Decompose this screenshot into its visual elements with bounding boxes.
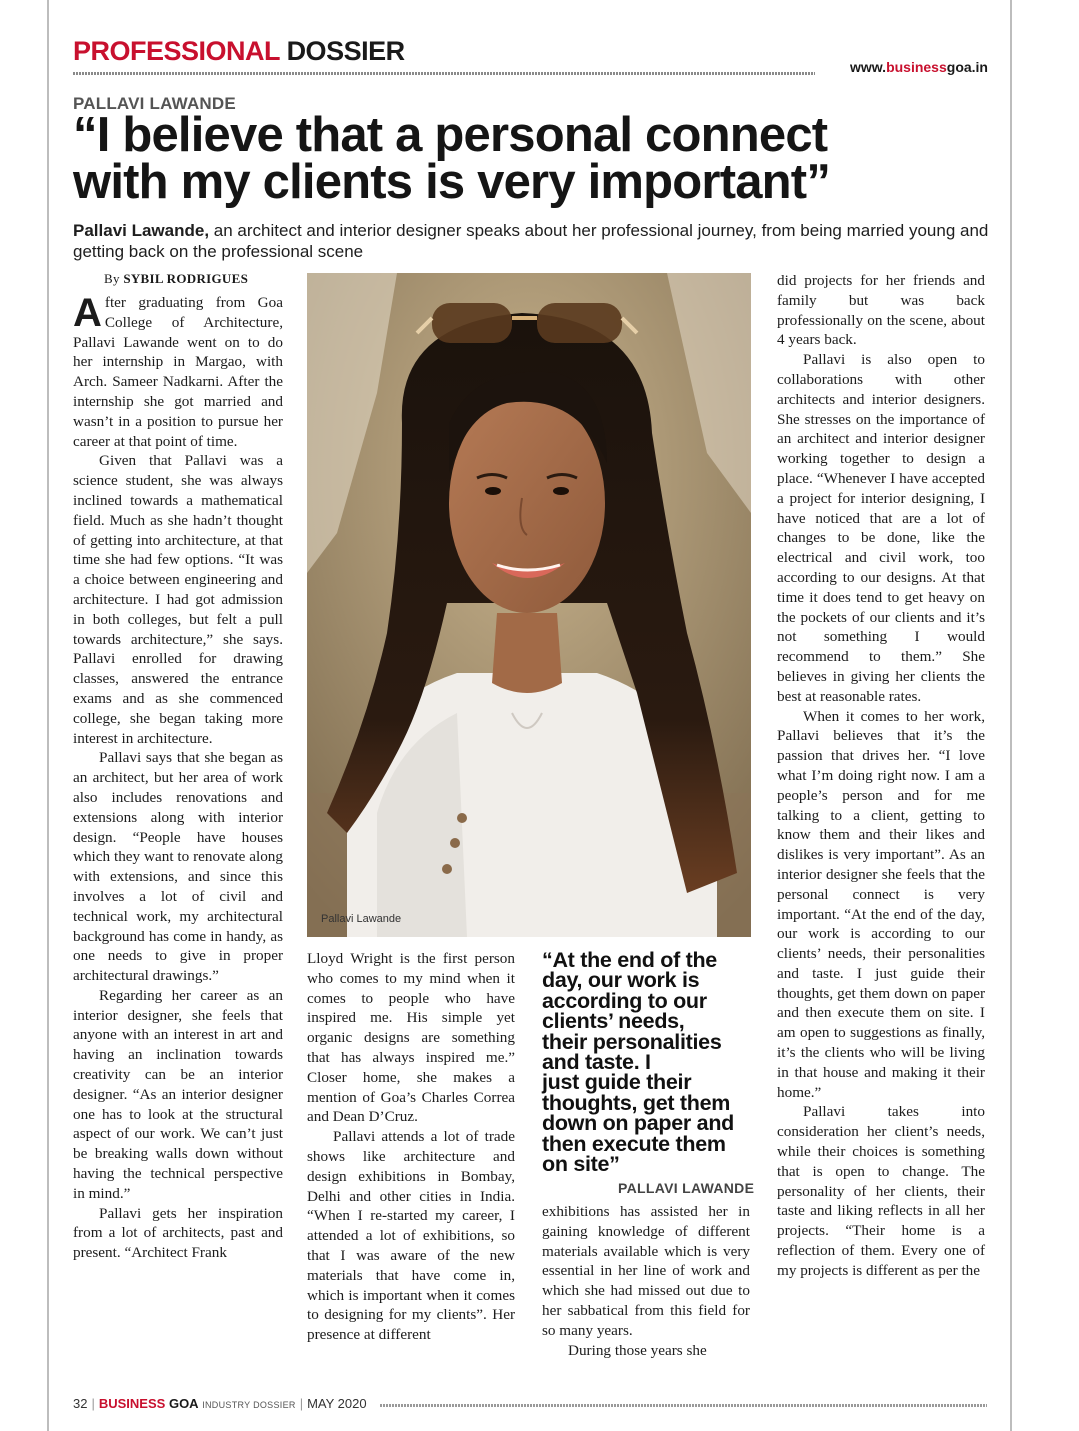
pull-quote-line: “At the end of the (542, 948, 717, 972)
pull-quote-line: just guide their (542, 1070, 692, 1095)
footer-separator: | (299, 1396, 304, 1411)
site-url[interactable] (850, 59, 988, 75)
page-footer (73, 1396, 367, 1411)
url-suffix: goa.in (946, 59, 988, 75)
byline-author: SYBIL RODRIGUES (123, 271, 249, 286)
pull-quote-line: down on paper and (542, 1111, 734, 1136)
standfirst-name: Pallavi Lawande, (73, 221, 210, 240)
footer-separator: | (91, 1396, 95, 1411)
paragraph: Pallavi takes into consideration her client’s needs, while their choices is something that is open to change. The personality of her clients, their taste and liking reflects in all her projects. “Their home is a reflection of them. Every one of my projects is different as per the (777, 1103, 985, 1279)
text-column-3 (542, 1202, 750, 1360)
headline-line: “I believe that a personal connect (73, 108, 828, 162)
pull-quote-line: day, our work is (542, 968, 700, 993)
portrait-illustration (307, 273, 751, 937)
pull-quote-line: and taste. I (542, 1050, 651, 1075)
footer-brand-black: GOA (168, 1396, 199, 1411)
pull-quote-line: clients’ needs, (542, 1009, 685, 1034)
article-standfirst (73, 220, 993, 262)
footer-brand-red: BUSINESS (98, 1396, 166, 1411)
text-column-4 (777, 271, 985, 1281)
pull-quote-line: according to our (542, 988, 707, 1013)
page-header (73, 34, 988, 80)
header-dotted-rule (73, 72, 815, 75)
paragraph: Regarding her career as an interior designer, she feels that anyone with an interest in art and having an inclination towards creativity can be an interior designer. “As an interior designer one has to look at the structural aspect of our work. We can’t just be breaking walls down without having the technical perspective in mind.” (73, 986, 283, 1202)
footer-date: MAY 2020 (307, 1396, 367, 1411)
paragraph: Given that Pallavi was a science student, she was always inclined towards a mathematical field. Much as she hadn’t thought of getting into architecture, at that time she had few options. “It was a choice between engineering and architecture. I had got admission in both colleges, but felt a pull towards architecture,” she says. Pallavi enrolled for drawing classes, answered the entrance exams and as she commenced college, she began taking more interest in architecture. (73, 452, 283, 747)
section-title-black: DOSSIER (286, 36, 405, 66)
pull-quote-line: then execute them (542, 1131, 726, 1156)
paragraph: Lloyd Wright is the first person who comes to my mind when it comes to people who have inspired me. His simple yet organic designs are something that has always inspired me.” Closer home, she makes a mention of Goa’s Charles Correa and Dean D’Cruz. (307, 950, 515, 1126)
byline-prefix: By (104, 271, 124, 286)
byline (104, 271, 248, 287)
paragraph: did projects for her friends and family but was back professionally on the scene, about 4 years back. (777, 272, 985, 349)
paragraph (73, 293, 283, 451)
url-brand: business (886, 59, 947, 75)
paragraph: Pallavi attends a lot of trade shows like architecture and design exhibitions in Bombay, Delhi and other cities in India. “When I re-started my career, I attended a lot of exhibitions, so that I was aware of the new materials that have come in, which is important when it comes to designing for my clients”. Her presence at different (307, 1128, 515, 1344)
url-prefix: www. (850, 59, 887, 75)
paragraph: Pallavi says that she began as an architect, but her area of work also includes renovations and extensions along with interior design. “People have houses which they want to renovate along with extensions, and since this involves a lot of civil and technical work, my architectural background has come in handy, as one needs to give in proper architectural drawings.” (73, 749, 283, 985)
text-column-2 (307, 949, 515, 1345)
pull-quote-attribution: PALLAVI LAWANDE (618, 1180, 755, 1196)
paragraph: When it comes to her work, Pallavi believes that it’s the passion that drives her. “I love what I’m doing right now. I am a people’s person and for me talking to a client, getting to know them and their likes and dislikes is very important”. As an interior designer she feels that the personal connect is very important. “At the end of the day, our work is according to our clients’ needs, their personalities and taste. I just guide their thoughts, get them down on paper and then execute them on site. I am open to suggestions as finally, it’s the clients who will be living in that house and making it their home.” (777, 707, 985, 1101)
pull-quote (542, 948, 760, 1177)
pull-quote-line: their personalities (542, 1029, 722, 1054)
paragraph-text: fter graduating from Goa College of Architecture, Pallavi Lawande went on to do her internship in Margao, with Arch. Sameer Nadkarni. After the internship she got married and wasn’t in a position to pursue her career at that point of time. (73, 294, 283, 450)
page-edge-left (47, 0, 49, 1431)
paragraph: Pallavi gets her inspiration from a lot of architects, past and present. “Architect Frank (73, 1204, 283, 1262)
photo-caption: Pallavi Lawande (321, 913, 402, 925)
pull-quote-line: on site” (542, 1152, 620, 1177)
article-headline (73, 108, 993, 209)
drop-cap: A (73, 291, 102, 335)
paragraph: exhibitions has assisted her in gaining knowledge of different materials available which is very essential in her line of work and which she had missed out due to her sabbatical from this field for so many years. (542, 1203, 750, 1339)
section-title-red: PROFESSIONAL (73, 36, 280, 66)
standfirst-text: an architect and interior designer speaks about her professional journey, from being married young and getting back on the professional scene (73, 221, 989, 261)
pull-quote-line: thoughts, get them (542, 1090, 731, 1115)
section-title (73, 36, 405, 67)
text-column-1 (73, 293, 283, 1263)
article-kicker: PALLAVI LAWANDE (73, 94, 236, 113)
portrait-photo (307, 273, 751, 937)
page-edge-right (1010, 0, 1012, 1431)
page-number: 32 (73, 1396, 88, 1411)
headline-line: with my clients is very important” (73, 155, 831, 209)
footer-issue: INDUSTRY DOSSIER (202, 1400, 296, 1410)
paragraph: Pallavi is also open to collaborations with other architects and interior designers. She stresses on the importance of an architect and interior designer working together to design a place. “Whenever I have accepted a project for interior designing, I have noticed that are a lot of changes to be done, like the electrical and civil work, too according to our designs. At that time it does tend to get heavy on the pockets of our clients and it’s not something I would recommend to them.” She believes in giving her clients the best at reasonable rates. (777, 351, 985, 705)
footer-dotted-rule (380, 1404, 987, 1407)
paragraph: During those years she (568, 1341, 707, 1359)
